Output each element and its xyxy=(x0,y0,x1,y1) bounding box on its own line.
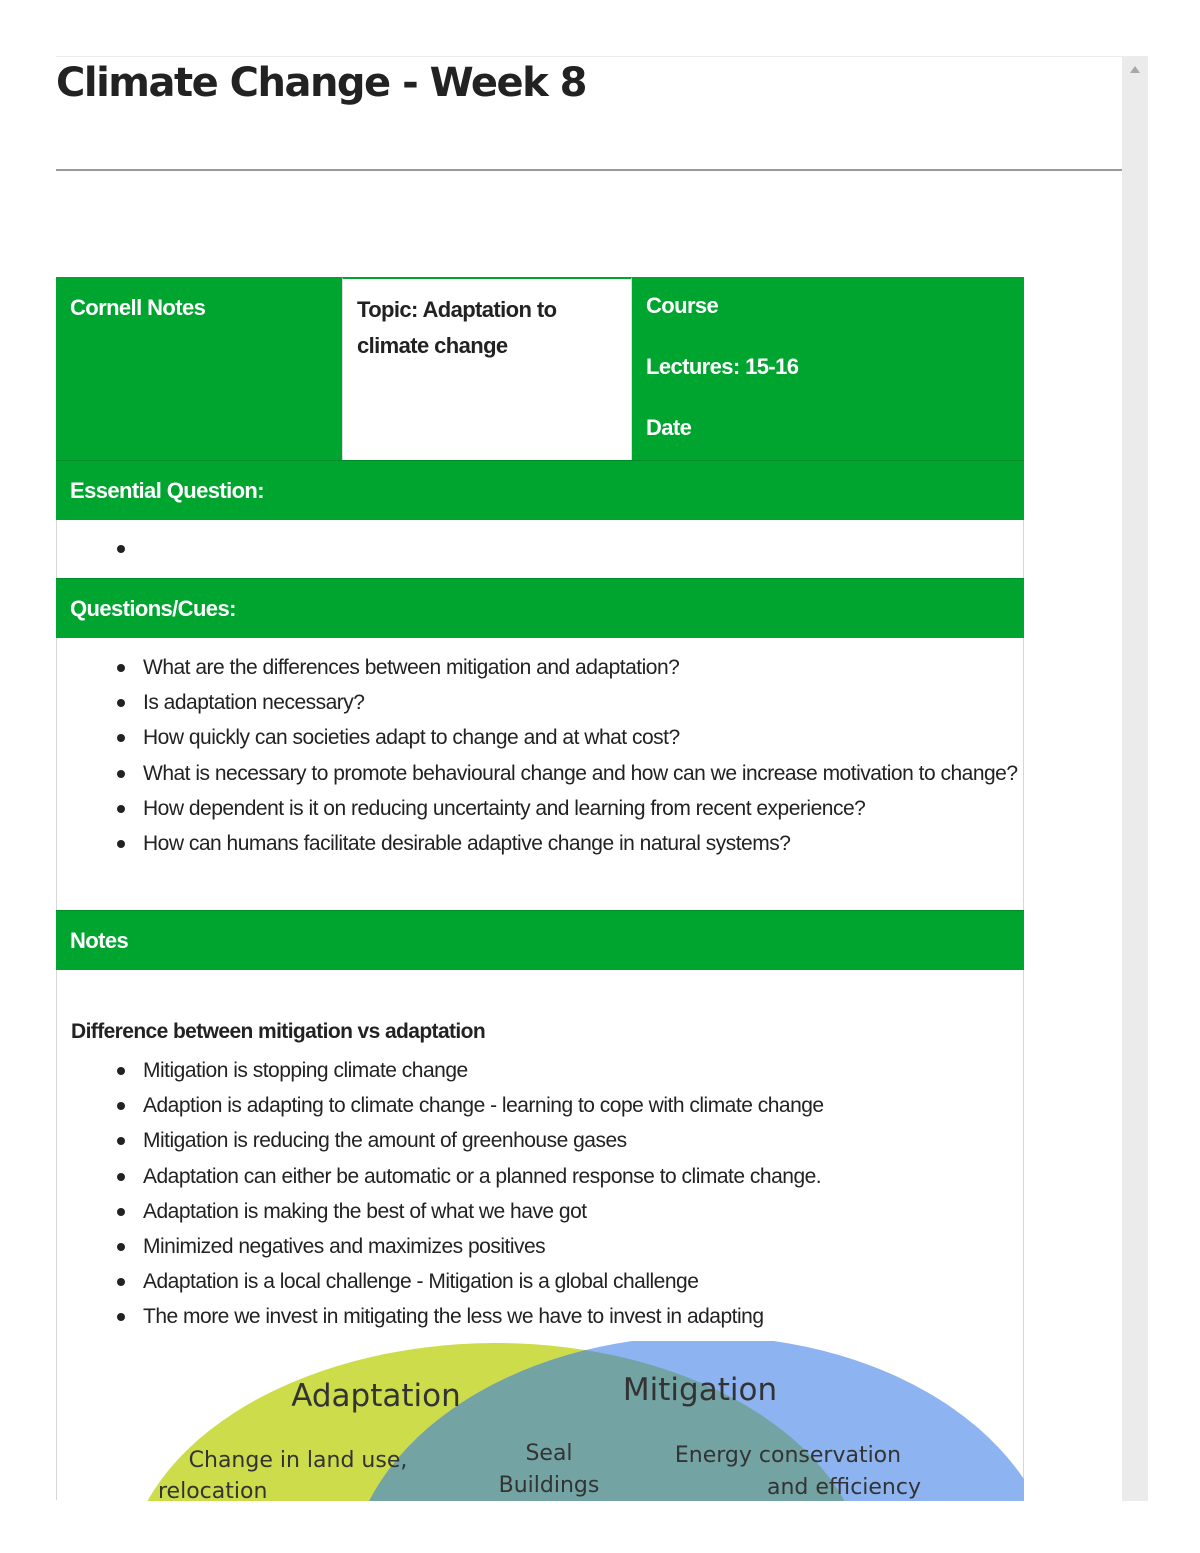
adaptation-title: Adaptation xyxy=(291,1378,461,1414)
essential-question-heading: Essential Question: xyxy=(56,460,1024,520)
questions-body xyxy=(56,638,1024,910)
essential-question-body xyxy=(56,520,1024,578)
course-label: Course xyxy=(646,293,719,318)
list-item: Mitigation is reducing the amount of greenhouse gases xyxy=(143,1123,824,1158)
notes-heading: Notes xyxy=(56,910,1024,970)
notes-body xyxy=(56,970,1024,1500)
cornell-label-cell xyxy=(56,277,342,460)
list-item: How quickly can societies adapt to change and at what cost? xyxy=(143,720,1023,755)
adaptation-mitigation-venn-diagram xyxy=(58,1341,1024,1501)
notes-subheading: Difference between mitigation vs adaptation xyxy=(71,1020,486,1043)
list-item: What are the differences between mitigation and adaptation? xyxy=(143,650,1023,685)
questions-list xyxy=(57,650,1023,861)
topic-cell xyxy=(342,277,632,460)
cornell-label: Cornell Notes xyxy=(70,295,206,320)
essential-question-list xyxy=(57,520,1023,531)
cornell-header-row xyxy=(56,277,1024,460)
venn-svg xyxy=(58,1341,1024,1501)
vertical-scrollbar[interactable] xyxy=(1122,56,1148,1501)
mitigation-title: Mitigation xyxy=(622,1372,778,1408)
viewer-top-border xyxy=(56,56,1148,57)
mitigation-text-line2: and efficiency xyxy=(767,1475,921,1500)
list-item: Adaption is adapting to climate change - learning to cope with climate change xyxy=(143,1088,824,1123)
list-item: Is adaptation necessary? xyxy=(143,685,1023,720)
adaptation-text-line1: Change in land use, xyxy=(188,1448,408,1473)
adaptation-text-line2: relocation xyxy=(158,1479,268,1501)
list-item: The more we invest in mitigating the less we have to invest in adapting xyxy=(143,1299,824,1334)
list-item: How can humans facilitate desirable adaptive change in natural systems? xyxy=(143,826,1023,861)
cornell-notes-sheet xyxy=(56,277,1024,1500)
questions-heading: Questions/Cues: xyxy=(56,578,1024,638)
course-info-cell xyxy=(632,277,1024,460)
lectures-label: Lectures: 15-16 xyxy=(646,354,799,379)
list-item: Minimized negatives and maximizes positives xyxy=(143,1229,824,1264)
list-item: Adaptation is making the best of what we have got xyxy=(143,1194,824,1229)
list-item: Mitigation is stopping climate change xyxy=(143,1053,824,1088)
notes-list xyxy=(57,1053,824,1335)
mitigation-text-line1: Energy conservation xyxy=(674,1443,902,1468)
scroll-up-arrow-icon[interactable] xyxy=(1130,66,1140,73)
list-item: Adaptation can either be automatic or a planned response to climate change. xyxy=(143,1159,824,1194)
document-viewer xyxy=(56,56,1148,1501)
title-divider xyxy=(56,169,1122,171)
date-label: Date xyxy=(646,415,692,440)
list-item: Adaptation is a local challenge - Mitigation is a global challenge xyxy=(143,1264,824,1299)
list-item: How dependent is it on reducing uncertainty and learning from recent experience? xyxy=(143,791,1023,826)
overlap-text-line2: Buildings xyxy=(498,1473,600,1498)
overlap-text-line1: Seal xyxy=(525,1441,573,1466)
list-item: What is necessary to promote behavioural change and how can we increase motivation to change? xyxy=(143,756,1023,791)
page-title: Climate Change - Week 8 xyxy=(56,60,586,106)
topic-text: Topic: Adaptation to climate change xyxy=(357,297,557,358)
